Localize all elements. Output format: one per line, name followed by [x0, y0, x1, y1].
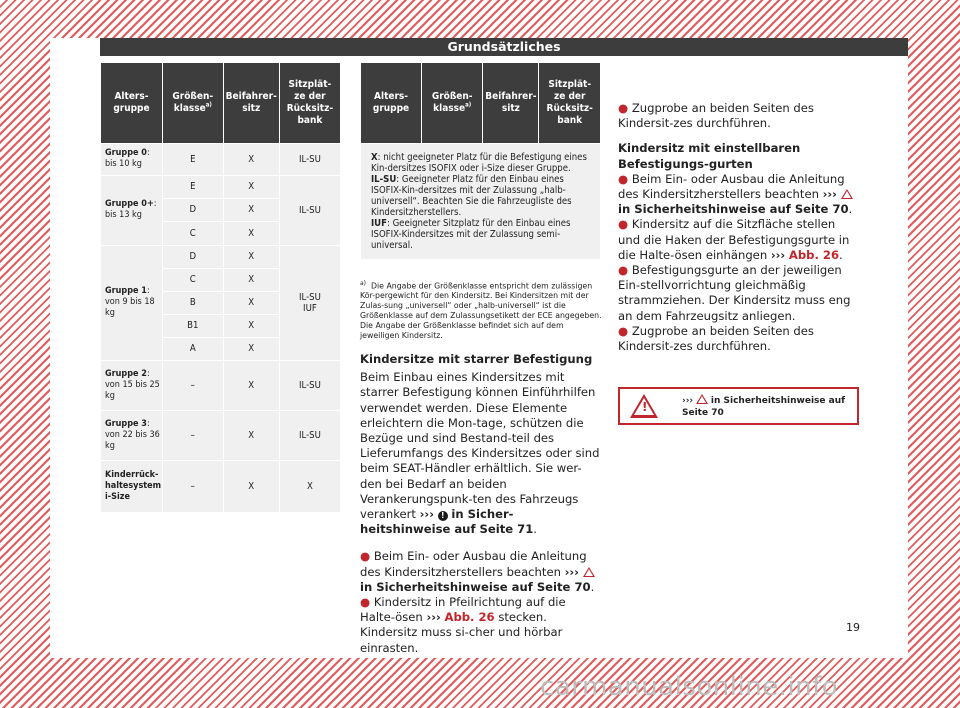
bullet-icon: ●	[618, 171, 629, 186]
rear-cell: IL-SU	[279, 143, 340, 175]
size-cell: –	[162, 360, 223, 410]
watermark: carmanualsonline.info	[540, 672, 839, 702]
rear-cell: IL-SU	[279, 410, 340, 460]
seat-cell: X	[223, 337, 279, 360]
col-header-age-group: Alters- gruppe	[361, 63, 422, 143]
section-heading: Kindersitze mit starrer Befestigung	[360, 352, 593, 366]
section-header: Grundsätzliches	[100, 38, 908, 56]
page-number: 19	[846, 621, 860, 634]
table-row	[101, 143, 341, 175]
warning-icon	[696, 394, 708, 404]
list-item: ● Zugprobe an beiden Seiten des Kindersit-zes durchführen.	[618, 101, 814, 131]
table-row	[101, 245, 341, 268]
warning-icon	[841, 189, 853, 199]
seat-cell: X	[223, 314, 279, 337]
col-header-rear-seats: Sitzplät- ze der Rücksitz- bank	[279, 63, 340, 143]
col-header-size-class: Größen- klasse$^{a)}$	[422, 63, 483, 143]
group-cell: Gruppe 1: von 9 bis 18 kg	[101, 245, 163, 360]
seat-cell: X	[223, 460, 279, 512]
paragraph: Beim Einbau eines Kindersitzes mit starrer Befestigung können Einführhilfen verwendet werden. Diese Elemente erleichtern die Mon-tage, schützen die Bezüge und sind Bestand-teil des Lieferumfangs des Kindersitzes oder sind beim SEAT-Händler erhältlich. Sie wer-den bei Bedarf an beiden Verankerungspunk-ten des Fahrzeugs verankert ››› ! in Sicher-heitshinweise auf Seite 71.	[360, 370, 600, 537]
group-cell: Gruppe 2: von 15 bis 25 kg	[101, 360, 163, 410]
cross-ref-link[interactable]: in Sicher-heitshinweise auf Seite 71	[360, 507, 534, 537]
size-cell: B1	[162, 314, 223, 337]
seat-cell: X	[223, 143, 279, 175]
size-cell: D	[162, 198, 223, 221]
bullet-icon: ●	[360, 595, 371, 610]
size-cell: C	[162, 268, 223, 291]
col-header-passenger-seat: Beifahrer- sitz	[483, 63, 539, 143]
legend-table	[360, 63, 601, 260]
seat-cell: X	[223, 410, 279, 460]
cross-ref-link[interactable]: in Sicherheitshinweise auf Seite 70	[360, 579, 591, 594]
seat-cell: X	[223, 268, 279, 291]
group-cell: Gruppe 0: bis 10 kg	[101, 143, 163, 175]
table-row	[101, 175, 341, 198]
warning-text[interactable]: ››› in Sicherheitshinweise auf Seite 70	[682, 396, 846, 418]
rear-cell: IL-SU	[279, 175, 340, 245]
rear-cell: IL-SU IUF	[279, 245, 340, 360]
seat-cell: X	[223, 291, 279, 314]
warning-box	[618, 387, 859, 425]
info-icon: !	[438, 511, 448, 521]
warning-triangle-icon	[630, 394, 658, 418]
group-cell: Gruppe 0+: bis 13 kg	[101, 175, 163, 245]
bullet-icon: ●	[360, 549, 371, 564]
list-item: ● Kindersitz in Pfeilrichtung auf die Halte-ösen ››› Abb. 26 stecken. Kindersitz muss si-cher und hörbar einrasten.	[360, 595, 566, 655]
size-cell: C	[162, 221, 223, 245]
rear-cell: IL-SU	[279, 360, 340, 410]
size-cell: D	[162, 245, 223, 268]
col-header-age-group: Alters- gruppe	[101, 63, 163, 143]
cross-ref-link[interactable]: in Sicherheitshinweise auf Seite 70	[618, 202, 849, 217]
compatibility-table	[100, 63, 341, 513]
size-cell: E	[162, 143, 223, 175]
bullet-icon: ●	[618, 101, 629, 115]
list-item: ● Kindersitz auf die Sitzfläche stellen und die Haken der Befestigungsgurte in die Halte-ösen einhängen ››› Abb. 26.	[618, 217, 850, 262]
size-cell: –	[162, 460, 223, 512]
bullet-icon: ●	[618, 323, 629, 338]
bullet-icon: ●	[618, 217, 629, 232]
size-cell: –	[162, 410, 223, 460]
size-cell: B	[162, 291, 223, 314]
list-item: ● Befestigungsgurte an der jeweiligen Ein-stellvorrichtung gleichmäßig strammziehen. Der Kindersitz muss eng an dem Fahrzeugsitz anliegen.	[618, 263, 851, 323]
section-heading: Kindersitz mit einstellbaren Befestigungs-gurten	[618, 141, 801, 171]
footnote: $^{a)}$ Die Angabe der Größenklasse entspricht dem zulässigen Kör-pergewicht für den Kindersitz. Bei Kindersitzen mit der Zulas-sung „universell“ oder „halb-universell“ ist die Größenklasse auf dem Zulassungsetikett der ECE angegeben. Die Angabe der Größenklasse befindet sich auf dem jeweiligen Kindersitz.	[360, 280, 602, 340]
col-header-size-class: Größen- klasse$^{a)}$	[162, 63, 223, 143]
legend-text: X: nicht geeigneter Platz für die Befestigung eines Kin-dersitzes ISOFIX oder i-Size dieser Gruppe. IL-SU: Geeigneter Platz für den Einbau eines ISOFIX-Kin-dersitzes mit der Zulassung „halb-universell“. Beachten Sie die Fahrzeugliste des Kindersitzherstellers. IUF: Geeigneter Sitzplatz für den Einbau eines ISOFIX-Kindersitzes mit der Zulassung semi-universal.	[361, 143, 601, 259]
seat-cell: X	[223, 360, 279, 410]
col-header-passenger-seat: Beifahrer- sitz	[223, 63, 279, 143]
table-row	[101, 460, 341, 512]
size-cell: E	[162, 175, 223, 198]
adjustable-belt-section	[618, 101, 860, 354]
col-header-rear-seats: Sitzplät- ze der Rücksitz- bank	[539, 63, 601, 143]
figure-link[interactable]: Abb. 26	[788, 247, 840, 262]
bullet-icon: ●	[618, 263, 629, 278]
group-cell: Gruppe 3: von 22 bis 36 kg	[101, 410, 163, 460]
size-cell: A	[162, 337, 223, 360]
list-item: ● Beim Ein- oder Ausbau die Anleitung des Kindersitzherstellers beachten ››› in Sicherheitshinweise auf Seite 70.	[360, 549, 595, 594]
list-item: ● Zugprobe an beiden Seiten des Kindersit-zes durchführen.	[618, 323, 814, 354]
seat-cell: X	[223, 175, 279, 198]
figure-link[interactable]: Abb. 26	[444, 610, 495, 625]
warning-icon	[583, 567, 595, 577]
seat-cell: X	[223, 198, 279, 221]
list-item: ● Beim Ein- oder Ausbau die Anleitung des Kindersitzherstellers beachten ››› in Sicherheitshinweise auf Seite 70.	[618, 171, 853, 217]
rigid-mount-section	[360, 352, 602, 656]
seat-cell: X	[223, 221, 279, 245]
table-row	[101, 410, 341, 460]
seat-cell: X	[223, 245, 279, 268]
group-cell: Kinderrück- haltesystem i-Size	[101, 460, 163, 512]
rear-cell: X	[279, 460, 340, 512]
table-row	[101, 360, 341, 410]
